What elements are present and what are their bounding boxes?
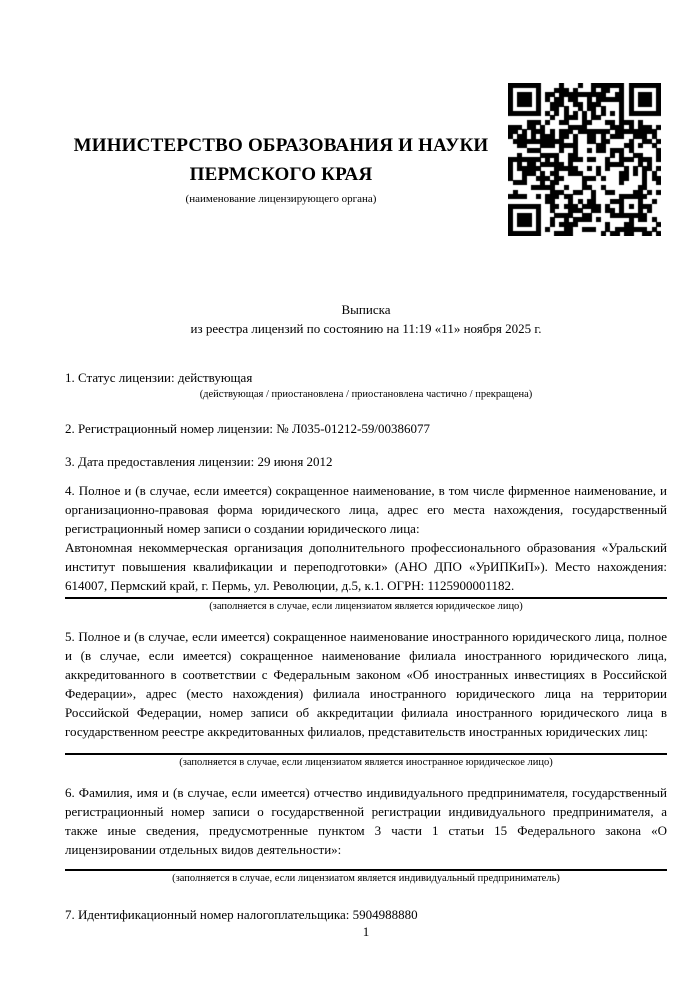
legal-entity-rule — [65, 597, 667, 599]
title-line1: Выписка — [341, 302, 391, 317]
legal-entity-caption: (заполняется в случае, если лицензиатом является юридическое лицо) — [209, 601, 523, 612]
license-status: 1. Статус лицензии: действующая — [65, 370, 253, 385]
license-registration-number: 2. Регистрационный номер лицензии: № Л035-01212-59/00386077 — [65, 421, 431, 436]
entrepreneur-caption: (заполняется в случае, если лицензиатом является индивидуальный предприниматель) — [172, 873, 560, 884]
ministry-name-line2: ПЕРМСКОГО КРАЯ — [189, 164, 373, 185]
legal-entity-value: Автономная некоммерческая организация дополнительного профессионального образования «Уральский институт повышения квалификации и переподготовки» (АНО ДПО «УрИПКиП»). Место нахождения: 614007, Пермский край, г. Пермь, ул. Революции, д.5, к.1. ОГРН: 1125900001182. — [65, 540, 667, 593]
entrepreneur-label: 6. Фамилия, имя и (в случае, если имеется) отчество индивидуального предпринимателя, государственный регистрационный номер записи о государственной регистрации индивидуального предпринимателя, а также иные сведения, предусмотренные пунктом 3 части 1 статьи 15 Федерального закона «О лицензировании отдельных видов деятельности»: — [65, 785, 667, 857]
entrepreneur-rule — [65, 869, 667, 871]
title-line2: из реестра лицензий по состоянию на 11:19 «11» ноября 2025 г. — [190, 321, 542, 336]
taxpayer-id: 7. Идентификационный номер налогоплательщика: 5904988880 — [65, 907, 418, 922]
authority-name-caption: (наименование лицензирующего органа) — [185, 193, 377, 205]
document-title — [65, 300, 667, 338]
foreign-entity-rule — [65, 753, 667, 755]
foreign-entity-label: 5. Полное и (в случае, если имеется) сокращенное наименование иностранного юридического лица, полное и (в случае, если имеется) сокращенное наименование филиала иностранного юридического лица, аккредитованного в соответствии с Федеральным законом «Об иностранных инвестициях в Российской Федерации», адрес (место нахождения) филиала иностранного юридического лица на территории Российской Федерации, номер записи об аккредитации филиала иностранного юридического лица в государственном реестре аккредитованных филиалов, представительств иностранных юридических лиц: — [65, 629, 667, 739]
legal-entity-label: 4. Полное и (в случае, если имеется) сокращенное наименование, в том числе фирменное наименование, и организационно-правовая форма юридического лица, адрес его места нахождения, государственный регистрационный номер записи о создании юридического лица: — [65, 483, 667, 536]
page-footer — [65, 922, 667, 941]
licensing-authority-block — [65, 131, 497, 206]
qr-code-icon — [508, 83, 661, 236]
license-status-caption: (действующая / приостановлена / приостановлена частично / прекращена) — [199, 389, 533, 400]
document-header — [0, 0, 700, 300]
page-number: 1 — [362, 924, 370, 939]
document-body — [65, 300, 667, 924]
foreign-entity-caption: (заполняется в случае, если лицензиатом является иностранное юридическое лицо) — [179, 757, 553, 768]
license-grant-date: 3. Дата предоставления лицензии: 29 июня 2012 — [65, 454, 333, 469]
ministry-name-line1: МИНИСТЕРСТВО ОБРАЗОВАНИЯ И НАУКИ — [73, 135, 489, 156]
